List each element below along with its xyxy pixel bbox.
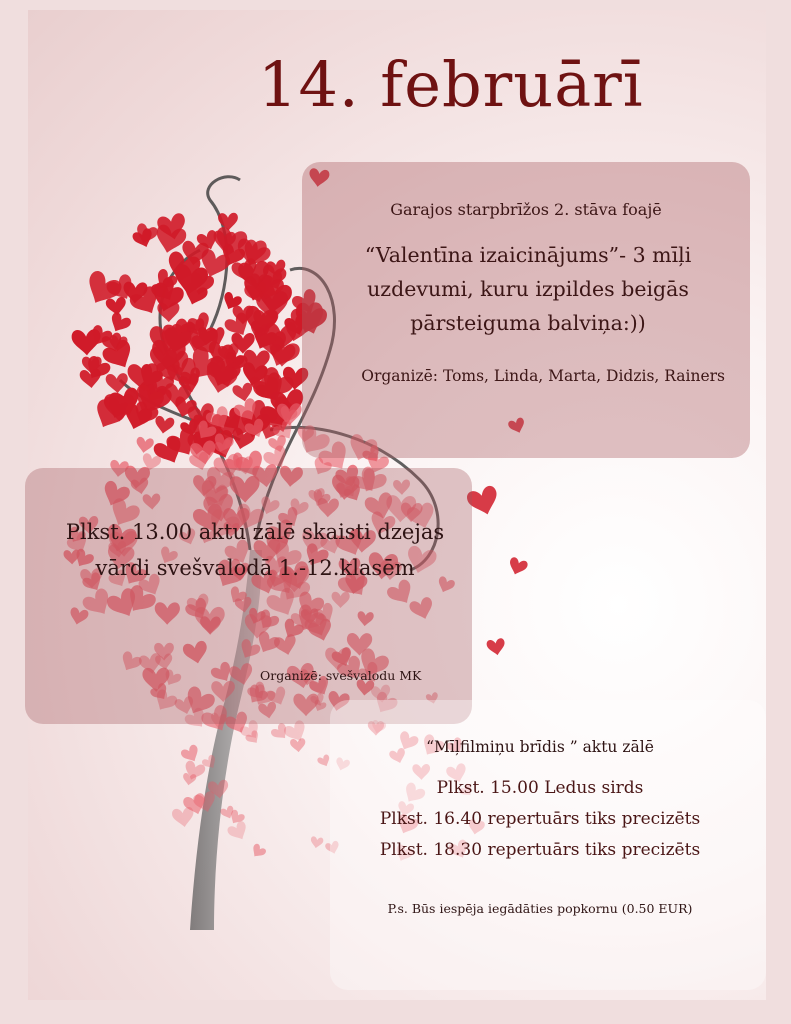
event1-location: Garajos starpbrīžos 2. stāva foajē <box>390 200 662 219</box>
event3-heading: “Mīļfilmiņu brīdis ” aktu zālē <box>426 738 654 756</box>
event1-description: “Valentīna izaicinājums”- 3 mīļi uzdevumi, kuru izpildes beigās pārsteiguma balviņa:)) <box>364 243 692 335</box>
heart-icon <box>135 436 154 454</box>
heart-icon <box>226 820 251 844</box>
heart-icon <box>154 415 175 435</box>
heart-icon <box>249 843 267 861</box>
heart-icon <box>486 638 506 657</box>
showing-item: Plkst. 16.40 repertuārs tiks precizēts <box>379 809 701 829</box>
showing-item: Plkst. 18.30 repertuārs tiks precizēts <box>379 840 701 860</box>
event1-organizers: Organizē: Toms, Linda, Marta, Didzis, Rainers <box>361 367 725 385</box>
event2-organizers: Organizē: svešvalodu MK <box>260 668 422 683</box>
page-title: 14. februārī <box>258 48 644 121</box>
event2-panel <box>25 468 472 724</box>
heart-icon <box>290 738 306 753</box>
heart-icon <box>105 296 127 316</box>
popcorn-note: P.s. Būs iespēja iegādāties popkornu (0.50 EUR) <box>387 901 693 916</box>
heart-icon <box>105 373 128 394</box>
heart-icon <box>506 556 528 577</box>
event2-description: Plkst. 13.00 aktu zālē skaisti dzejas vārdi svešvalodā 1.-12.klasēm <box>65 520 445 580</box>
heart-icon <box>310 836 324 849</box>
showing-item: Plkst. 15.00 Ledus sirds <box>436 778 644 798</box>
